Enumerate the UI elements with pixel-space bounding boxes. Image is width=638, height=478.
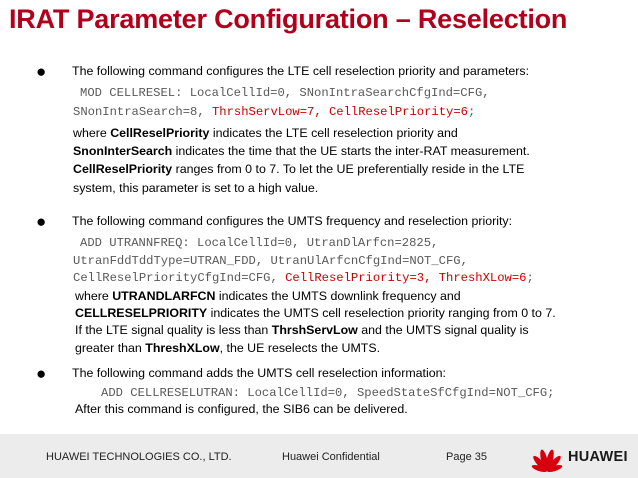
- code-highlight: ThrshServLow=7, CellReselPriority=6: [211, 105, 468, 119]
- param-name: UTRANDLARFCN: [112, 289, 216, 303]
- section2-code-line1: ADD UTRANNFREQ: LocalCellId=0, UtranDlArfcn=2825,: [80, 236, 439, 250]
- param-name: CELLRESELPRIORITY: [75, 306, 208, 320]
- section1-intro: The following command configures the LTE cell reselection priority and parameters:: [72, 64, 530, 78]
- param-name: CellReselPriority: [110, 126, 210, 140]
- text: indicates the UMTS cell reselection priority ranging from 0 to 7.: [207, 306, 556, 320]
- text: , the UE reselects the UMTS.: [219, 341, 381, 355]
- param-name: ThrshServLow: [271, 323, 358, 337]
- section2-intro: The following command configures the UMTS frequency and reselection priority:: [72, 214, 513, 228]
- param-name: ThreshXLow: [145, 341, 220, 355]
- section2-desc-line3: [75, 321, 529, 339]
- section2-desc-line1: [75, 287, 461, 305]
- footer-confidential: Huawei Confidential: [282, 451, 380, 463]
- section2-desc-line2: [75, 304, 556, 322]
- code-text: CellReselPriorityCfgInd=CFG,: [73, 271, 286, 285]
- text: If the LTE signal quality is less than: [75, 323, 272, 337]
- slide-title: IRAT Parameter Configuration – Reselection: [9, 4, 568, 34]
- section2-code-line2: UtranFddTddType=UTRAN_FDD, UtranUlArfcnCfgInd=NOT_CFG,: [73, 254, 468, 268]
- footer-page: Page 35: [446, 451, 487, 463]
- huawei-logo-icon: [530, 444, 564, 474]
- bullet-3: ●: [36, 364, 47, 383]
- code-text: ;: [467, 105, 476, 119]
- huawei-logo-text: HUAWEI: [568, 449, 628, 465]
- param-name: SnonInterSearch: [73, 144, 173, 158]
- section1-desc-line1: [73, 124, 458, 142]
- text: indicates the time that the UE starts the inter-RAT measurement.: [172, 144, 530, 158]
- section1-code-line1: MOD CELLRESEL: LocalCellId=0, SNonIntraSearchCfgInd=CFG,: [80, 86, 490, 100]
- section1-desc-line3: [73, 160, 524, 178]
- text: ranges from 0 to 7. To let the UE preferentially reside in the LTE: [172, 162, 525, 176]
- section1-code-line2: [73, 103, 475, 122]
- section3-intro: The following command adds the UMTS cell reselection information:: [72, 366, 446, 380]
- text: where: [75, 289, 113, 303]
- section2-desc-line4: [75, 339, 380, 357]
- code-text: SNonIntraSearch=8,: [73, 105, 212, 119]
- section1-desc-line2: [73, 142, 530, 160]
- footer-company: HUAWEI TECHNOLOGIES CO., LTD.: [46, 451, 232, 463]
- bullet-2: ●: [36, 212, 47, 231]
- text: indicates the UMTS downlink frequency and: [215, 289, 461, 303]
- code-highlight: CellReselPriority=3, ThreshXLow=6: [285, 271, 527, 285]
- section1-desc-line4: system, this parameter is set to a high value.: [73, 181, 319, 195]
- section3-code: ADD CELLRESELUTRAN: LocalCellId=0, SpeedStateSfCfgInd=NOT_CFG;: [101, 386, 555, 400]
- bullet-1: ●: [36, 62, 47, 81]
- code-text: ;: [526, 271, 534, 285]
- section3-after: After this command is configured, the SIB6 can be delivered.: [75, 402, 408, 416]
- text: where: [73, 126, 111, 140]
- param-name: CellReselPriority: [73, 162, 173, 176]
- text: and the UMTS signal quality is: [357, 323, 529, 337]
- text: indicates the LTE cell reselection priority and: [209, 126, 458, 140]
- text: greater than: [75, 341, 146, 355]
- section2-code-line3: [73, 269, 534, 288]
